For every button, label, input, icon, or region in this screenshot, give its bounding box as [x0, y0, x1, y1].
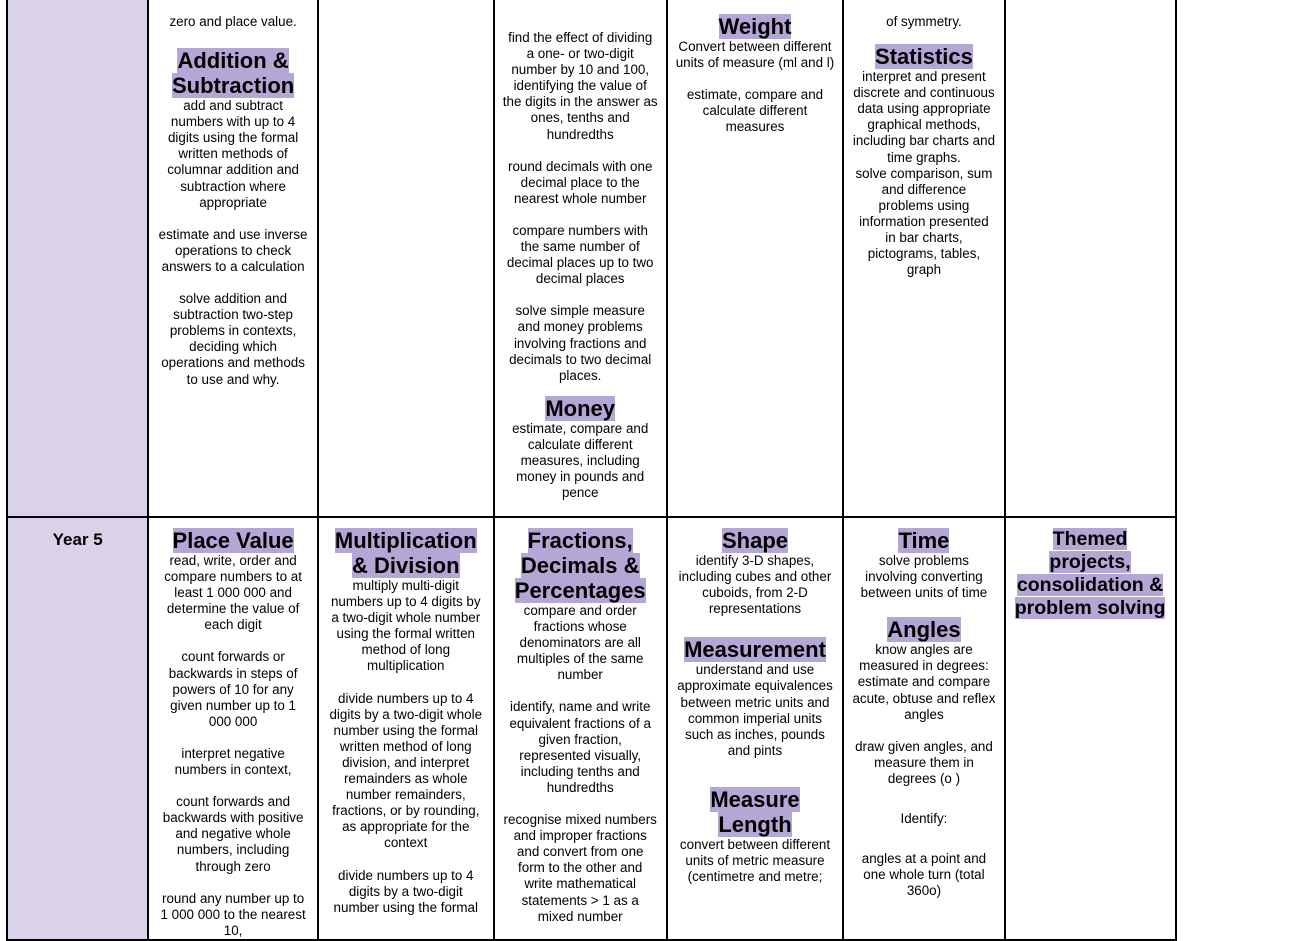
section-heading: Place Value [172, 528, 294, 553]
section-heading: Addition & Subtraction [171, 48, 295, 99]
cell-text: Convert between different units of measure (ml and l) [675, 39, 835, 71]
cell [318, 517, 494, 940]
cell-text: estimate and use inverse operations to check answers to a calculation [158, 226, 308, 274]
cell [148, 517, 317, 940]
section-heading: Multiplication & Division [334, 528, 477, 578]
table-row [7, 0, 1299, 517]
curriculum-table [6, 0, 1300, 941]
cell [318, 0, 494, 517]
cell-text: interpret negative numbers in context, [174, 745, 292, 778]
cell-text: identify, name and write equivalent fractions of a given fraction, represented visually, including tenths and hundredths [509, 699, 651, 795]
section-heading: Measurement [684, 637, 826, 663]
cell-text: know angles are measured in degrees: estimate and compare acute, obtuse and reflex angles [852, 642, 996, 722]
cell-text: solve problems involving converting between units of time [860, 553, 988, 601]
cell [1005, 0, 1176, 517]
cell-text: compare numbers with the same number of decimal places up to two decimal places [506, 222, 654, 287]
cell-text: add and subtract numbers with up to 4 digits using the formal written methods of columnar addition and subtraction where appropriate [167, 98, 299, 210]
cell-text: recognise mixed numbers and improper fractions and convert from one form to the other and write mathematical statements > 1 as a mixed number [503, 812, 657, 924]
section-heading: Time [898, 528, 950, 553]
cell-text: round any number up to 1 000 000 to the nearest 10, [160, 890, 306, 938]
cell-text: convert between different units of metric measure (centimetre and metre; [679, 836, 831, 885]
cell-text: multiply multi-digit numbers up to 4 digits by a two-digit whole number using the formal written method of long multiplication [330, 578, 481, 674]
section-heading: Fractions, Decimals & Percentages [514, 528, 646, 603]
cell-text: understand and use approximate equivalences between metric units and common imperial units such as inches, pounds and pints [677, 662, 833, 758]
cell [494, 0, 667, 517]
cell-text: draw given angles, and measure them in degrees (o ) [855, 738, 993, 786]
cell-text: solve addition and subtraction two-step problems in contexts, deciding which operations and methods to use and why. [161, 291, 305, 387]
cell-text: angles at a point and one whole turn (total 360o) [861, 851, 987, 899]
cell-text: of symmetry. [886, 14, 962, 29]
cell-text: solve simple measure and money problems involving fractions and decimals to two decimal places. [509, 303, 652, 383]
cell-text: solve comparison, sum and difference problems using information presented in bar charts, pictograms, tables, graph [855, 165, 993, 278]
cell-text: compare and order fractions whose denominators are all multiples of the same number [516, 603, 644, 683]
section-heading: Angles [887, 617, 961, 643]
cell [843, 0, 1004, 517]
cell-text: divide numbers up to 4 digits by a two-digit number using the formal [333, 867, 478, 915]
cell [843, 517, 1004, 940]
cell-text: estimate, compare and calculate different measures [686, 87, 824, 135]
cell [667, 0, 844, 517]
cell [667, 517, 844, 940]
table-row [7, 517, 1299, 940]
section-heading: Measure Length [710, 786, 800, 837]
year-label-cell [7, 0, 148, 517]
cell-text: divide numbers up to 4 digits by a two-digit whole number using the formal written method of long division, and interpret remainders as whole number remainders, fractions, or by rounding, as appropriate for the context [329, 690, 483, 851]
cell-text: find the effect of dividing a one- or two-digit number by 10 and 100, identifying the value of the digits in the answer as ones, tenths and hundredths [502, 30, 658, 142]
section-heading: Themed projects, consolidation & problem solving [1014, 528, 1166, 619]
year-label-cell [7, 517, 148, 940]
cell [494, 517, 667, 940]
cell-text: round decimals with one decimal place to the nearest whole number [507, 158, 653, 206]
year-label: Year 5 [52, 530, 103, 549]
cell [1005, 517, 1176, 940]
cell-text: Identify: [900, 811, 948, 827]
section-heading: Money [545, 395, 616, 421]
cell-text: count forwards and backwards with positive and negative whole numbers, including through zero [162, 794, 304, 874]
cell-text: read, write, order and compare numbers to at least 1 000 000 and determine the value of each digit [164, 553, 302, 633]
cell-text: interpret and present discrete and continuous data using appropriate graphical methods, including bar charts and time graphs. [852, 69, 996, 165]
cell-text: count forwards or backwards in steps of powers of 10 for any given number up to 1 000 000 [168, 649, 298, 729]
cell-text: identify 3-D shapes, including cubes and other cuboids, from 2-D representations [678, 553, 832, 617]
section-heading: Shape [721, 528, 788, 553]
cell-text: zero and place value. [169, 14, 297, 29]
section-heading: Statistics [875, 44, 973, 70]
cell-text: estimate, compare and calculate different measures, including money in pounds and pence [512, 420, 649, 501]
section-heading: Weight [718, 14, 792, 39]
cell [148, 0, 317, 517]
